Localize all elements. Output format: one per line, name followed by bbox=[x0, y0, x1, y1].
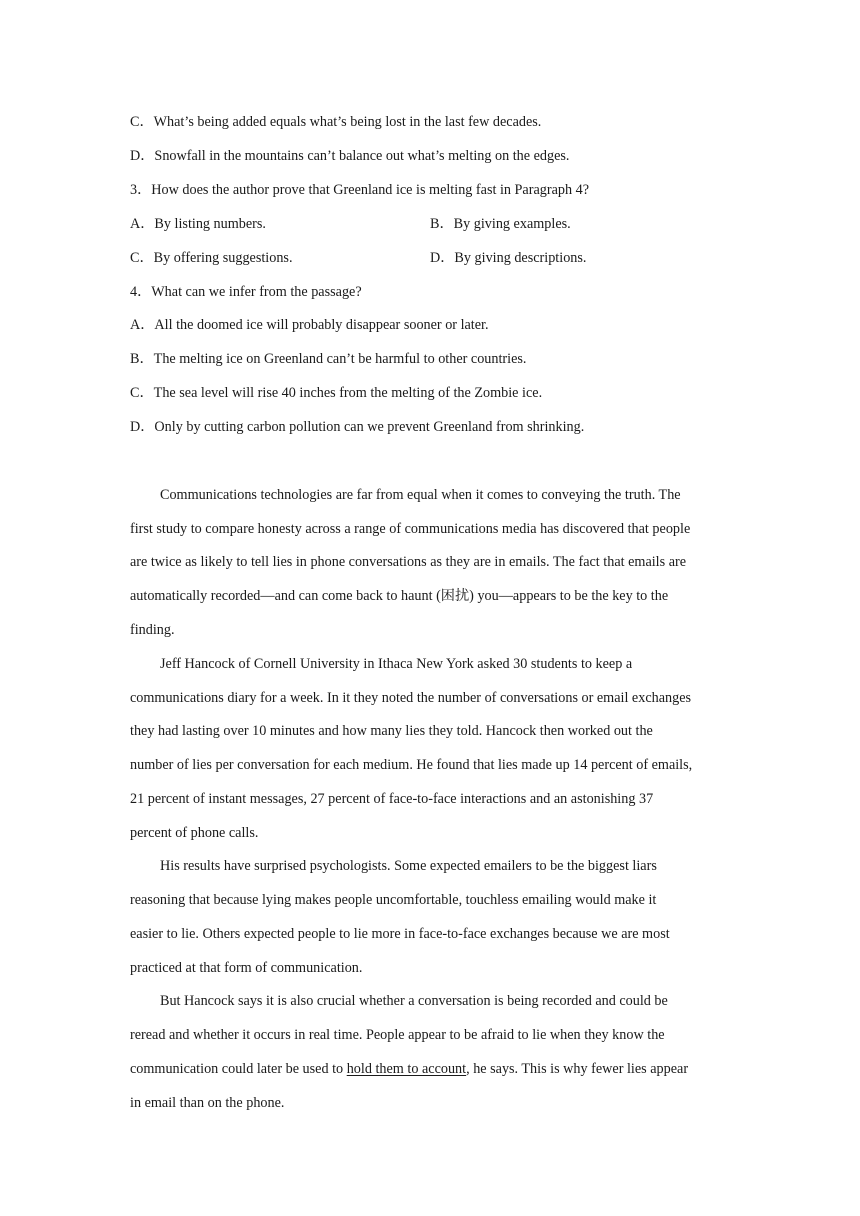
passage-p2-line: 21 percent of instant messages, 27 percent of face-to-face interactions and an astonishing 37 bbox=[130, 791, 654, 807]
q3-stem: 3．How does the author prove that Greenland ice is melting fast in Paragraph 4? bbox=[130, 182, 589, 198]
passage-p2-line: Jeff Hancock of Cornell University in Ithaca New York asked 30 students to keep a bbox=[160, 656, 633, 672]
passage-p1-line: finding. bbox=[130, 622, 175, 638]
passage-p2-line: percent of phone calls. bbox=[130, 825, 259, 841]
underlined-phrase: hold them to account bbox=[346, 1061, 467, 1077]
passage-p4-line: in email than on the phone. bbox=[130, 1095, 285, 1111]
q4-option-b: B．The melting ice on Greenland can’t be harmful to other countries. bbox=[130, 351, 527, 367]
q2-option-d: D．Snowfall in the mountains can’t balance out what’s melting on the edges. bbox=[130, 148, 570, 164]
passage-p3-line: His results have surprised psychologists. Some expected emailers to be the biggest liars bbox=[160, 858, 657, 874]
passage-p2-line: they had lasting over 10 minutes and how many lies they told. Hancock then worked out the bbox=[130, 723, 653, 739]
passage-p4-text: , he says. This is why fewer lies appear bbox=[466, 1061, 689, 1077]
q4-stem: 4．What can we infer from the passage? bbox=[130, 284, 362, 300]
q4-option-d: D．Only by cutting carbon pollution can we prevent Greenland from shrinking. bbox=[130, 419, 585, 435]
q4-option-c: C．The sea level will rise 40 inches from the melting of the Zombie ice. bbox=[130, 385, 543, 401]
passage-p2-line: communications diary for a week. In it they noted the number of conversations or email exchanges bbox=[130, 690, 692, 706]
passage-p2-line: number of lies per conversation for each medium. He found that lies made up 14 percent of emails, bbox=[130, 757, 693, 773]
passage-p4-line bbox=[130, 1060, 688, 1078]
q3-option-b: B．By giving examples. bbox=[430, 216, 571, 232]
passage-p4-line: reread and whether it occurs in real time. People appear to be afraid to lie when they know the bbox=[130, 1027, 665, 1043]
passage-p1-line: first study to compare honesty across a range of communications media has discovered that people bbox=[130, 521, 691, 537]
passage-p3-line: reasoning that because lying makes people uncomfortable, touchless emailing would make it bbox=[130, 892, 657, 908]
passage-p1-line: automatically recorded—and can come back to haunt (困扰) you—appears to be the key to the bbox=[130, 588, 669, 604]
q3-option-d: D．By giving descriptions. bbox=[430, 250, 587, 266]
passage-p4-text: communication could later be used to bbox=[130, 1061, 347, 1077]
q4-option-a: A．All the doomed ice will probably disappear sooner or later. bbox=[130, 317, 489, 333]
passage-p1-line: are twice as likely to tell lies in phone conversations as they are in emails. The fact that emails are bbox=[130, 554, 687, 570]
passage-p3-line: easier to lie. Others expected people to lie more in face-to-face exchanges because we are most bbox=[130, 926, 670, 942]
passage-p3-line: practiced at that form of communication. bbox=[130, 960, 363, 976]
q3-option-a: A．By listing numbers. bbox=[130, 216, 266, 232]
passage-p1-line: Communications technologies are far from equal when it comes to conveying the truth. The bbox=[160, 487, 681, 503]
q3-option-c: C．By offering suggestions. bbox=[130, 250, 293, 266]
q2-option-c: C．What’s being added equals what’s being lost in the last few decades. bbox=[130, 114, 542, 130]
passage-p4-line: But Hancock says it is also crucial whether a conversation is being recorded and could be bbox=[160, 993, 668, 1009]
